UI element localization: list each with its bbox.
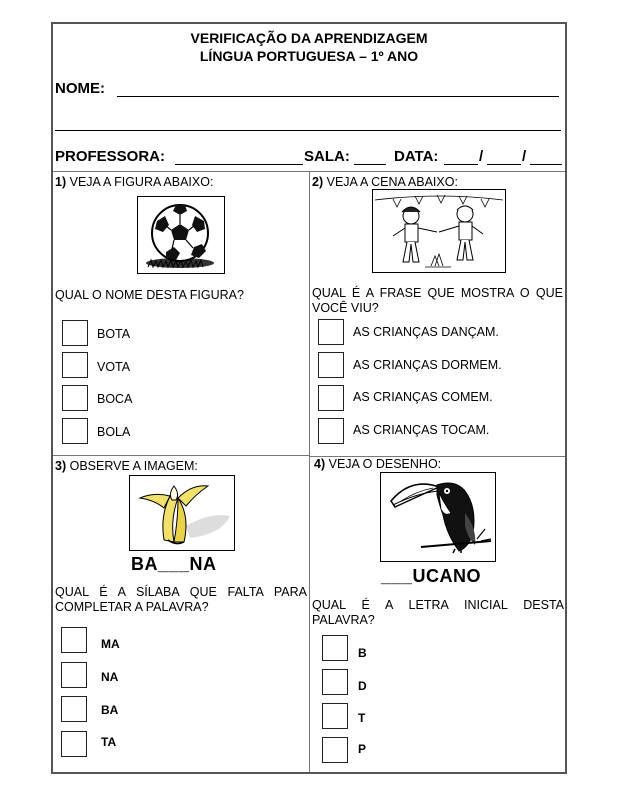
nome-field[interactable] xyxy=(117,84,559,97)
incomplete-word: BA___NA xyxy=(131,554,217,574)
question-2-prompt: 2) VEJA A CENA ABAIXO: xyxy=(312,175,458,189)
worksheet-title: VERIFICAÇÃO DA APRENDIZAGEM xyxy=(190,30,428,46)
answer-checkbox[interactable] xyxy=(62,385,88,411)
children-dancing-icon xyxy=(373,190,505,272)
answer-checkbox[interactable] xyxy=(61,662,87,688)
answer-checkbox[interactable] xyxy=(322,737,348,763)
answer-checkbox[interactable] xyxy=(318,319,344,345)
answer-option-label: B xyxy=(358,646,367,660)
answer-option-label: BOTA xyxy=(97,327,131,341)
toucan-icon xyxy=(381,473,495,561)
answer-checkbox[interactable] xyxy=(61,627,87,653)
question-3-text: QUAL É A SÍLABA QUE FALTA PARA COMPLETAR A PALAVRA? xyxy=(55,585,307,614)
answer-checkbox[interactable] xyxy=(322,635,348,661)
soccer-ball-icon xyxy=(138,197,223,272)
data-year-field[interactable] xyxy=(530,152,562,165)
answer-checkbox[interactable] xyxy=(62,352,88,378)
data-label: DATA: xyxy=(394,148,439,165)
answer-checkbox[interactable] xyxy=(318,418,344,444)
banana-icon xyxy=(130,476,234,550)
answer-option-label: AS CRIANÇAS COMEM. xyxy=(353,390,493,404)
answer-checkbox[interactable] xyxy=(62,418,88,444)
answer-option-label: VOTA xyxy=(97,360,131,374)
answer-checkbox[interactable] xyxy=(322,669,348,695)
answer-checkbox[interactable] xyxy=(62,320,88,346)
answer-checkbox[interactable] xyxy=(61,696,87,722)
sala-label: SALA: xyxy=(304,148,350,165)
data-separator: / xyxy=(479,148,484,165)
worksheet xyxy=(51,22,567,774)
answer-option-label: MA xyxy=(101,637,120,651)
answer-option-label: AS CRIANÇAS TOCAM. xyxy=(353,423,490,437)
answer-checkbox[interactable] xyxy=(322,703,348,729)
question-4-prompt: 4) VEJA O DESENHO: xyxy=(314,457,442,471)
answer-option-label: BOLA xyxy=(97,425,131,439)
banana-image xyxy=(129,475,235,551)
answer-checkbox[interactable] xyxy=(61,731,87,757)
data-month-field[interactable] xyxy=(487,152,521,165)
incomplete-word: ___UCANO xyxy=(381,566,482,586)
toucan-image xyxy=(380,472,496,562)
question-3-prompt: 3) OBSERVE A IMAGEM: xyxy=(55,459,198,473)
worksheet-subtitle: LÍNGUA PORTUGUESA – 1º ANO xyxy=(199,48,419,64)
nome-label: NOME: xyxy=(55,80,105,97)
answer-option-label: NA xyxy=(101,670,119,684)
answer-checkbox[interactable] xyxy=(318,385,344,411)
question-1-prompt: 1) VEJA A FIGURA ABAIXO: xyxy=(55,175,214,189)
children-dancing-image xyxy=(372,189,506,273)
soccer-ball-image xyxy=(137,196,225,274)
question-2-text: QUAL É A FRASE QUE MOSTRA O QUE VOCÊ VIU? xyxy=(312,286,563,315)
sala-field[interactable] xyxy=(354,152,386,165)
question-4-text: QUAL É A LETRA INICIAL DESTA PALAVRA? xyxy=(312,598,564,627)
answer-option-label: T xyxy=(358,711,366,725)
word-blank[interactable]: ___ xyxy=(381,566,413,586)
divider xyxy=(53,455,309,456)
answer-checkbox[interactable] xyxy=(318,352,344,378)
answer-option-label: AS CRIANÇAS DANÇAM. xyxy=(353,325,499,339)
professora-label: PROFESSORA: xyxy=(55,148,166,165)
question-1-text: QUAL O NOME DESTA FIGURA? xyxy=(55,288,244,302)
data-separator: / xyxy=(522,148,527,165)
divider xyxy=(309,171,310,772)
professora-field[interactable] xyxy=(175,152,303,165)
answer-option-label: P xyxy=(358,742,367,756)
answer-option-label: BA xyxy=(101,703,119,717)
word-blank[interactable]: ___ xyxy=(158,554,190,574)
nome-field-continued[interactable] xyxy=(55,118,561,131)
data-day-field[interactable] xyxy=(444,152,478,165)
answer-option-label: TA xyxy=(101,735,117,749)
answer-option-label: D xyxy=(358,679,367,693)
answer-option-label: AS CRIANÇAS DORMEM. xyxy=(353,358,502,372)
answer-option-label: BOCA xyxy=(97,392,133,406)
